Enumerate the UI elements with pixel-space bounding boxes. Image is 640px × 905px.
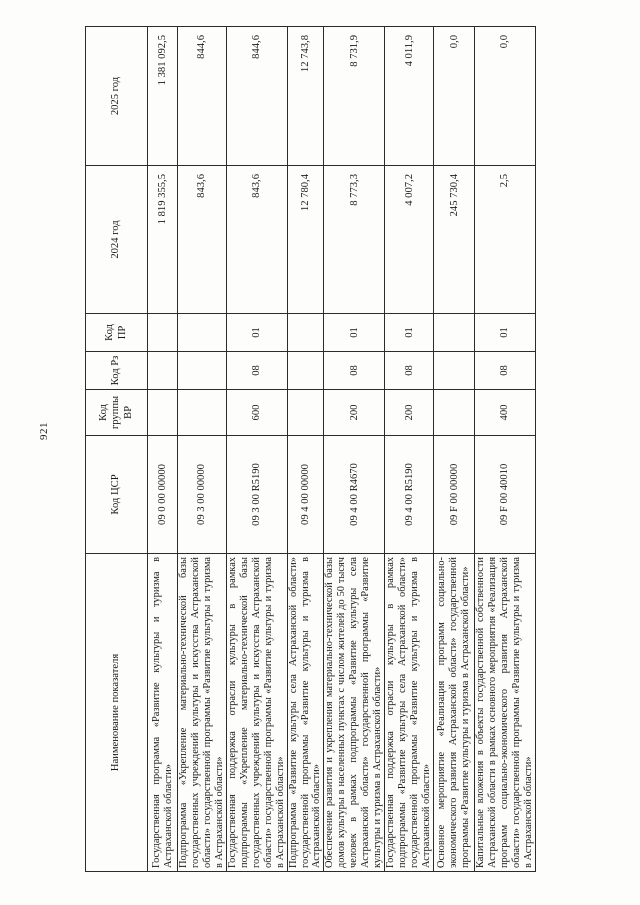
row-csr-cell: 09 0 00 00000 <box>148 436 178 554</box>
row-csr-cell: 09 F 00 00000 <box>434 436 475 554</box>
row-vr-cell: 600 <box>226 390 287 436</box>
row-pr-cell <box>178 314 227 352</box>
row-rz-cell: 08 <box>385 352 434 390</box>
row-2024-cell: 2,5 <box>475 166 536 314</box>
row-vr-cell <box>178 390 227 436</box>
table-row <box>226 27 287 872</box>
row-vr-cell: 200 <box>324 390 385 436</box>
row-2024-cell: 843,6 <box>178 166 227 314</box>
table-header-row <box>86 27 148 872</box>
row-csr-cell: 09 F 00 40010 <box>475 436 536 554</box>
row-name-cell: Подпрограмма «Развитие культуры села Астраханской области» государственной программы «Развитие культуры и туризма в Астраханской области» <box>287 554 324 872</box>
row-csr-cell: 09 4 00 R5190 <box>385 436 434 554</box>
row-2024-cell: 245 730,4 <box>434 166 475 314</box>
row-rz-cell <box>178 352 227 390</box>
row-2024-cell: 8 773,3 <box>324 166 385 314</box>
row-name-cell: Обеспечение развития и укрепления материально-технической базы домов культуры в населенных пунктах с числом жителей до 50 тысяч человек в рамках подпрограммы «Развитие культуры села Астраханской области» государственной программы «Развитие культуры и туризма в Астраханской области» <box>324 554 385 872</box>
row-rz-cell: 08 <box>226 352 287 390</box>
table-row <box>385 27 434 872</box>
row-csr-cell: 09 4 00 R4670 <box>324 436 385 554</box>
row-vr-cell <box>434 390 475 436</box>
header-csr: Код ЦСР <box>86 436 148 554</box>
row-2024-cell: 12 780,4 <box>287 166 324 314</box>
row-name-cell: Капитальные вложения в объекты государственной собственности Астраханской области в рамках основного мероприятия «Реализация программ социально-экономического развития Астраханской области» государственной программы «Развитие культуры и туризма в Астраханской области» <box>475 554 536 872</box>
row-2025-cell: 0,0 <box>475 27 536 166</box>
table-row <box>148 27 178 872</box>
row-csr-cell: 09 4 00 00000 <box>287 436 324 554</box>
row-pr-cell: 01 <box>226 314 287 352</box>
row-pr-cell <box>434 314 475 352</box>
row-vr-cell: 200 <box>385 390 434 436</box>
row-name-cell: Государственная программа «Развитие культуры и туризма в Астраханской области» <box>148 554 178 872</box>
budget-table <box>85 26 536 872</box>
row-2025-cell: 844,6 <box>178 27 227 166</box>
row-rz-cell <box>287 352 324 390</box>
row-2025-cell: 4 011,9 <box>385 27 434 166</box>
rotated-table-container <box>85 27 534 872</box>
row-rz-cell <box>148 352 178 390</box>
row-2024-cell: 4 007,2 <box>385 166 434 314</box>
row-name-cell: Основное мероприятие «Реализация программ социально-экономического развития Астраханской области» государственной программы «Развитие культуры и туризма в Астраханской области» <box>434 554 475 872</box>
row-pr-cell <box>287 314 324 352</box>
row-csr-cell: 09 3 00 00000 <box>178 436 227 554</box>
table-row <box>287 27 324 872</box>
row-rz-cell: 08 <box>324 352 385 390</box>
table-row <box>475 27 536 872</box>
row-vr-cell: 400 <box>475 390 536 436</box>
row-pr-cell: 01 <box>385 314 434 352</box>
row-vr-cell <box>148 390 178 436</box>
row-2025-cell: 0,0 <box>434 27 475 166</box>
row-2024-cell: 843,6 <box>226 166 287 314</box>
row-pr-cell <box>148 314 178 352</box>
row-name-cell: Государственная поддержка отрасли культуры в рамках подпрограммы «Укрепление материально-технической базы государственных учреждений культуры и искусства Астраханской области» государственной программы «Развитие культуры и туризма в Астраханской области» <box>226 554 287 872</box>
header-2025: 2025 год <box>86 27 148 166</box>
row-pr-cell: 01 <box>475 314 536 352</box>
table-row <box>324 27 385 872</box>
row-vr-cell <box>287 390 324 436</box>
row-rz-cell: 08 <box>475 352 536 390</box>
header-vr: Код группы ВР <box>86 390 148 436</box>
row-2024-cell: 1 819 355,5 <box>148 166 178 314</box>
row-2025-cell: 844,6 <box>226 27 287 166</box>
header-2024: 2024 год <box>86 166 148 314</box>
row-csr-cell: 09 3 00 R5190 <box>226 436 287 554</box>
header-pr: Код ПР <box>86 314 148 352</box>
row-2025-cell: 1 381 092,5 <box>148 27 178 166</box>
row-name-cell: Государственная поддержка отрасли культуры в рамках подпрограммы «Развитие культуры села Астраханской области» государственной программы «Развитие культуры и туризма в Астраханской области» <box>385 554 434 872</box>
table-row <box>178 27 227 872</box>
row-rz-cell <box>434 352 475 390</box>
row-pr-cell: 01 <box>324 314 385 352</box>
row-name-cell: Подпрограмма «Укрепление материально-технической базы государственных учреждений культуры и искусства Астраханской области» государственной программы «Развитие культуры и туризма в Астраханской области» <box>178 554 227 872</box>
page-number: 921 <box>38 422 50 440</box>
table-body <box>148 27 536 872</box>
row-2025-cell: 12 743,8 <box>287 27 324 166</box>
row-2025-cell: 8 731,9 <box>324 27 385 166</box>
header-rz: Код Рз <box>86 352 148 390</box>
header-name: Наименование показателя <box>86 554 148 872</box>
table-row <box>434 27 475 872</box>
